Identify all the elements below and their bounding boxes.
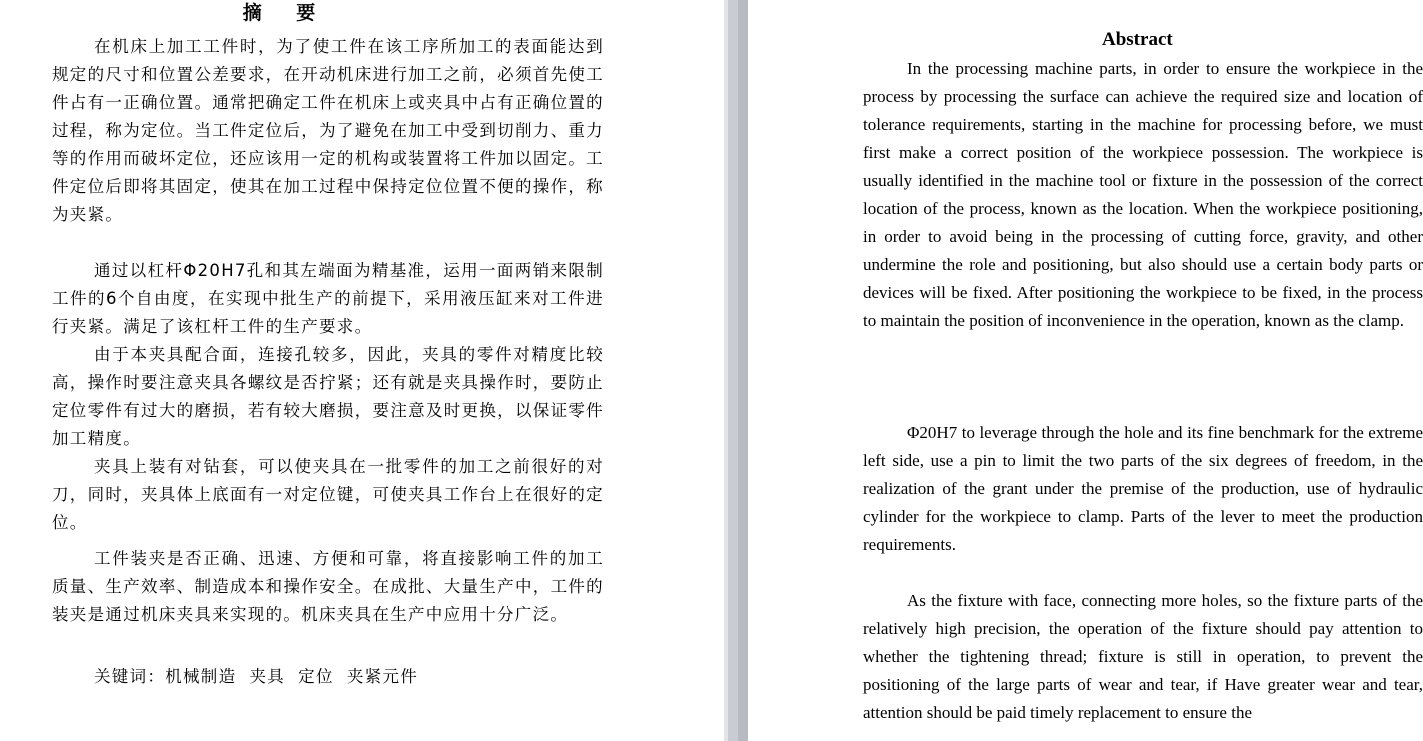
english-abstract-title: Abstract bbox=[1102, 29, 1173, 50]
english-paragraph-3: As the fixture with face, connecting more holes, so the fixture parts of the relatively high precision, the operation of the fixture should pay attention to whether the tightening thread; fixture is still in operation, to prevent the positioning of the large parts of wear and tear, if Have greater wear and tear, attention should be paid timely replacement to ensure the bbox=[863, 591, 1423, 722]
chinese-paragraph-3: 由于本夹具配合面，连接孔较多，因此，夹具的零件对精度比较高，操作时要注意夹具各螺纹是否拧紧；还有就是夹具操作时，要防止定位零件有过大的磨损，若有较大磨损，要注意及时更换，以保证零件加工精度。 bbox=[52, 345, 604, 448]
page-english-abstract bbox=[748, 0, 1423, 741]
page-gutter-highlight bbox=[724, 0, 728, 741]
chinese-paragraph-1: 在机床上加工工件时，为了使工件在该工序所加工的表面能达到规定的尺寸和位置公差要求，在开动机床进行加工之前，必须首先使工件占有一正确位置。通常把确定工件在机床上或夹具中占有正确位置的过程，称为定位。当工件定位后，为了避免在加工中受到切削力、重力等的作用而破坏定位，还应该用一定的机构或装置将工件加以固定。工件定位后即将其固定，使其在加工过程中保持定位位置不便的操作，称为夹紧。 bbox=[52, 37, 604, 224]
page-gutter-shadow bbox=[738, 0, 748, 741]
chinese-keywords: 关键词：机械制造 夹具 定位 夹紧元件 bbox=[94, 667, 419, 686]
english-paragraph-2: Φ20H7 to leverage through the hole and its fine benchmark for the extreme left side, use a pin to limit the two parts of the six degrees of freedom, in the realization of the grant under the premise of the production, use of hydraulic cylinder for the workpiece to clamp. Parts of the lever to meet the production requirements. bbox=[863, 423, 1423, 554]
chinese-abstract-title: 摘 要 bbox=[242, 2, 330, 24]
chinese-paragraph-2: 通过以杠杆Φ20H7孔和其左端面为精基准，运用一面两销来限制工件的6个自由度，在实现中批生产的前提下，采用液压缸来对工件进行夹紧。满足了该杠杆工件的生产要求。 bbox=[52, 261, 604, 336]
chinese-paragraph-5: 工件装夹是否正确、迅速、方便和可靠，将直接影响工件的加工质量、生产效率、制造成本和操作安全。在成批、大量生产中，工件的装夹是通过机床夹具来实现的。机床夹具在生产中应用十分广泛。 bbox=[52, 549, 604, 624]
english-paragraph-1: In the processing machine parts, in order to ensure the workpiece in the process by processing the surface can achieve the required size and location of tolerance requirements, starting in the machine for processing before, we must first make a correct position of the workpiece possession. The workpiece is usually identified in the machine tool or fixture in the possession of the correct location of the process, known as the location. When the workpiece positioning, in order to avoid being in the processing of cutting force, gravity, and other undermine the role and positioning, but also should use a certain body parts or devices will be fixed. After positioning the workpiece to be fixed, in the process to maintain the position of inconvenience in the operation, known as the clamp. bbox=[863, 59, 1423, 330]
chinese-paragraph-4: 夹具上装有对钻套，可以使夹具在一批零件的加工之前很好的对刀，同时，夹具体上底面有一对定位键，可使夹具工作台上在很好的定位。 bbox=[52, 457, 604, 532]
